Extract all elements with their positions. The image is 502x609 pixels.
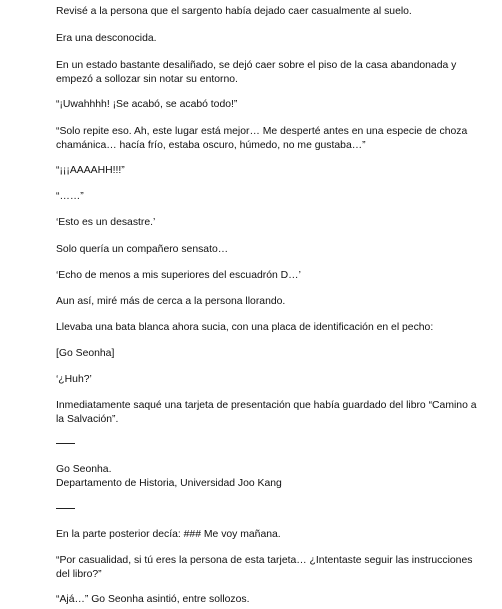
paragraph-9: [56, 243, 476, 257]
text-line: Go Seonha.: [56, 464, 112, 475]
paragraph-5: [56, 125, 476, 153]
text-line: empezó a sollozar sin notar su entorno.: [56, 74, 238, 85]
paragraph-7: [56, 190, 476, 204]
text-line: Departamento de Historia, Universidad Joo Kang: [56, 478, 282, 489]
paragraph-6: [56, 164, 476, 178]
text-line: “¡¡¡AAAAHH!!!”: [56, 165, 125, 176]
text-line: Llevaba una bata blanca ahora sucia, con una placa de identificación en el pecho:: [56, 322, 434, 333]
paragraph-18: [56, 554, 476, 582]
paragraph-2: [56, 32, 476, 46]
paragraph-4: [56, 98, 476, 112]
paragraph-14: [56, 373, 476, 387]
paragraph-11: [56, 295, 476, 309]
paragraph-12: [56, 321, 476, 335]
text-line: la Salvación”.: [56, 414, 119, 425]
paragraph-16: [56, 463, 476, 491]
paragraph-8: [56, 216, 476, 230]
separator-rule-bottom: [56, 508, 75, 509]
text-line: “Por casualidad, si tú eres la persona de esta tarjeta… ¿Intentaste seguir las instrucciones: [56, 555, 473, 566]
text-line: “……”: [56, 191, 84, 202]
paragraph-3: [56, 59, 476, 87]
text-line: ‘Echo de menos a mis superiores del escuadrón D…’: [56, 270, 301, 281]
paragraph-19: [56, 593, 476, 607]
paragraph-1: [56, 5, 476, 19]
text-line: ‘Esto es un desastre.’: [56, 217, 156, 228]
text-line: Solo quería un compañero sensato…: [56, 244, 229, 255]
text-line: En un estado bastante desaliñado, se dejó caer sobre el piso de la casa abandonada y: [56, 60, 457, 71]
paragraph-13: [56, 347, 476, 361]
text-line: “¡Uwahhhh! ¡Se acabó, se acabó todo!”: [56, 99, 238, 110]
paragraph-15: [56, 399, 476, 427]
text-line: chamánica… hacía frío, estaba oscuro, húmedo, no me gustaba…”: [56, 140, 366, 151]
text-line: ‘¿Huh?’: [56, 374, 92, 385]
text-line: “Solo repite eso. Ah, este lugar está mejor… Me desperté antes en una especie de choza: [56, 126, 468, 137]
paragraph-10: [56, 269, 476, 283]
text-line: Era una desconocida.: [56, 33, 157, 44]
text-line: Revisé a la persona que el sargento había dejado caer casualmente al suelo.: [56, 6, 412, 17]
text-line: [Go Seonha]: [56, 348, 115, 359]
text-line: “Ajá…” Go Seonha asintió, entre sollozos.: [56, 594, 250, 605]
text-line: Inmediatamente saqué una tarjeta de presentación que había guardado del libro “Camino a: [56, 400, 477, 411]
separator-rule-top: [56, 443, 75, 444]
paragraph-17: [56, 528, 476, 542]
text-line: Aun así, miré más de cerca a la persona llorando.: [56, 296, 286, 307]
text-line: En la parte posterior decía: ### Me voy mañana.: [56, 529, 281, 540]
text-line: del libro?”: [56, 569, 102, 580]
